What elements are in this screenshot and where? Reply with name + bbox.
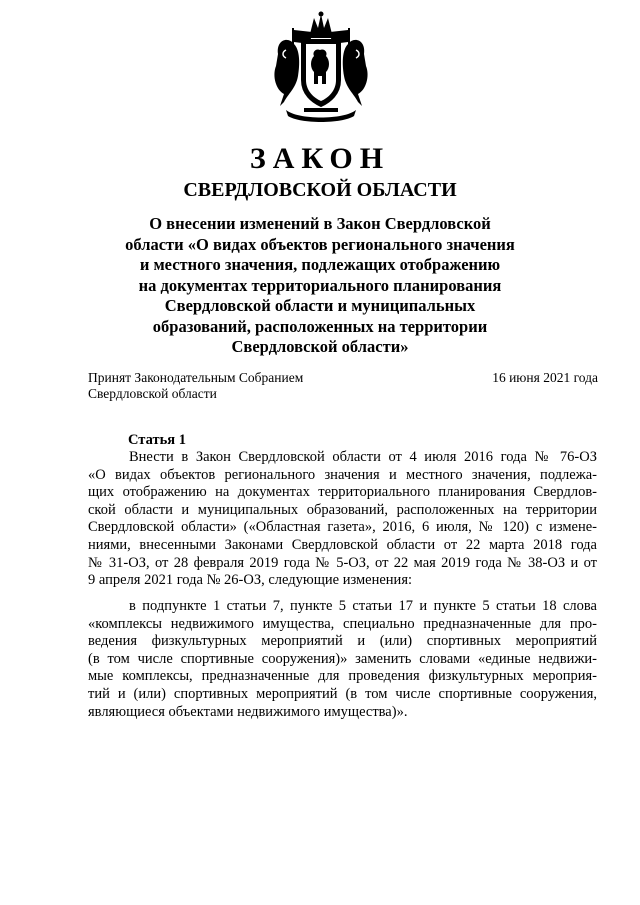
text-line: тий и (или) спортивных мероприятий (в том числе спортивные сооружения,: [88, 685, 597, 702]
subject-line: области «О видах объектов регионального значения: [125, 234, 515, 254]
article-title: Статья 1: [128, 432, 186, 448]
text-line: щих отображению на документах территориального планирования Свердлов-: [88, 484, 597, 501]
adoption-date: 16 июня 2021 года: [492, 370, 598, 385]
subject-line: и местного значения, подлежащих отображению: [139, 255, 501, 274]
law-title: ЗАКОН: [249, 142, 391, 175]
subject-line: образований, расположенных на территории: [152, 316, 488, 336]
adoption-note: [88, 370, 303, 402]
text-line: ниями, внесенными Законами Свердловской области от 22 марта 2018 года: [88, 536, 597, 553]
text-line: в подпункте 1 статьи 7, пункте 5 статьи 17 и пункте 5 статьи 18 слова: [129, 598, 597, 614]
text-line: ведения физкультурных мероприятий и (или) спортивных мероприятий: [88, 633, 597, 650]
text-line: № 31-ОЗ, от 28 февраля 2019 года № 5-ОЗ, от 22 мая 2019 года № 38-ОЗ и от: [88, 554, 597, 571]
law-subject: [110, 214, 530, 358]
text-line: 9 апреля 2021 года № 26-ОЗ, следующие изменения:: [88, 572, 413, 589]
article-paragraph-2: [88, 598, 597, 721]
subject-line: Свердловской области и муниципальных: [164, 296, 476, 315]
adoption-line: Принят Законодательным Собранием: [88, 370, 304, 385]
article-paragraph-1: [88, 449, 597, 590]
text-line: (в том числе спортивные сооружения)» заменить словами «единые недвижи-: [88, 650, 597, 667]
subject-line: Свердловской области»: [231, 337, 409, 356]
adoption-line: Свердловской области: [88, 386, 217, 401]
text-line: являющиеся объектами недвижимого имущества)».: [88, 703, 408, 720]
law-region: СВЕРДЛОВСКОЙ ОБЛАСТИ: [183, 179, 457, 201]
subject-line: на документах территориального планирования: [138, 275, 502, 295]
text-line: Свердловской области» («Областная газета», 2016, 6 июля, № 120) с измене-: [88, 519, 597, 536]
text-line: «О видах объектов регионального значения и местного значения, подлежа-: [88, 466, 597, 483]
coat-of-arms-icon: [264, 10, 378, 124]
subject-line: О внесении изменений в Закон Свердловской: [149, 214, 491, 233]
text-line: ской области и муниципальных образований, расположенных на территории: [88, 501, 597, 518]
text-line: Внести в Закон Свердловской области от 4 июля 2016 года № 76-ОЗ: [129, 449, 597, 465]
text-line: мые комплексы, предназначенные для проведения физкультурных мероприя-: [88, 668, 597, 685]
text-line: «комплексы недвижимого имущества, специально предназначенные для про-: [88, 615, 597, 632]
